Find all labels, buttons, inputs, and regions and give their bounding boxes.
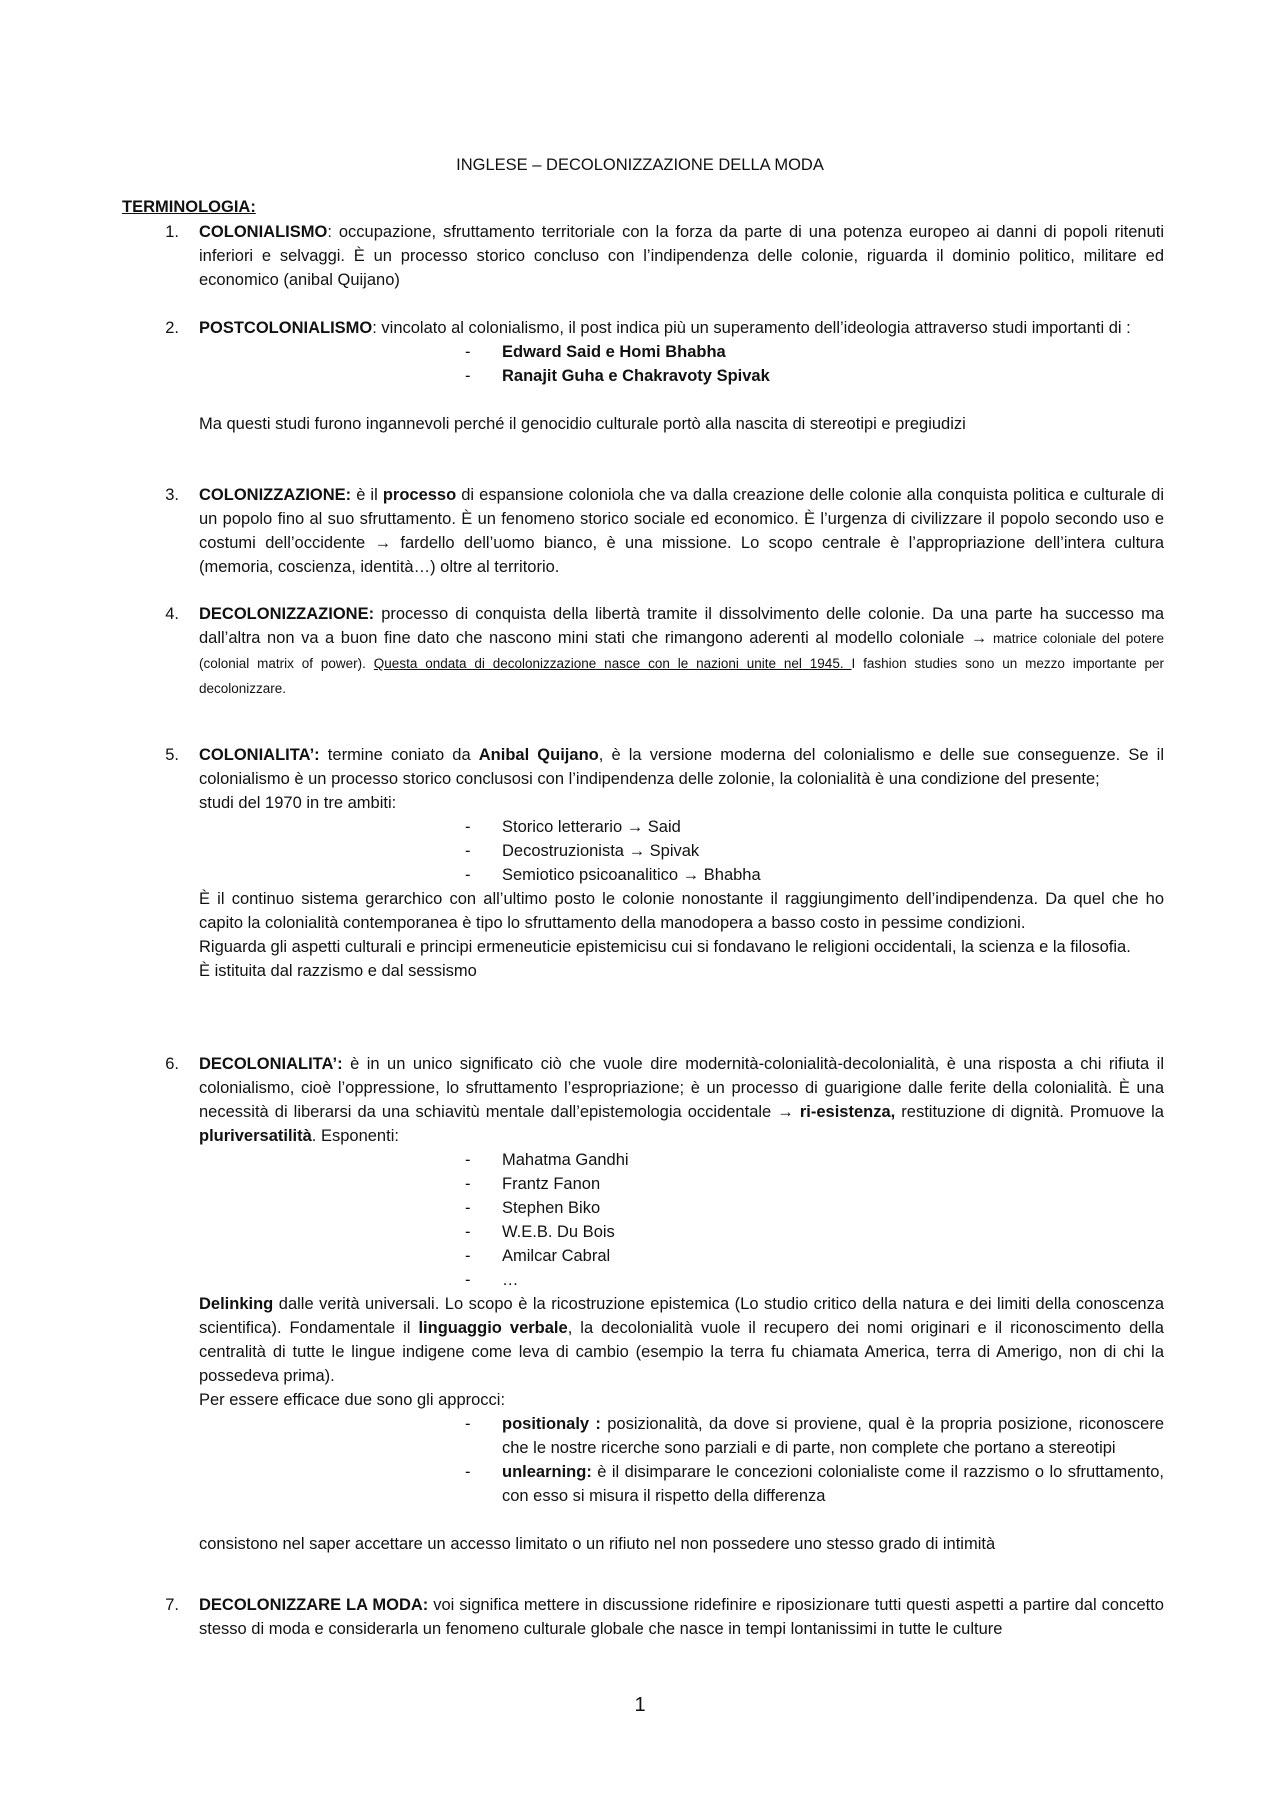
- term-label: COLONIALISMO: [199, 223, 328, 241]
- bullet-item: - Amilcar Cabral: [465, 1247, 611, 1265]
- page-number: 1: [634, 1694, 646, 1716]
- item-number: 5.: [165, 746, 179, 764]
- document-title: INGLESE – DECOLONIZZAZIONE DELLA MODA: [456, 156, 824, 174]
- bullet-item: - …: [465, 1271, 519, 1289]
- bullet-item: - Stephen Biko: [465, 1199, 601, 1217]
- item-note: consistono nel saper accettare un accesso limitato o un rifiuto nel non possedere uno stesso grado di intimità: [199, 1535, 996, 1553]
- bullet-item: - Frantz Fanon: [465, 1175, 601, 1193]
- item-number: 3.: [165, 486, 179, 504]
- item-note: Ma questi studi furono ingannevoli perché il genocidio culturale portò alla nascita di stereotipi e pregiudizi: [199, 415, 966, 433]
- term-label: DECOLONIALITA’:: [199, 1055, 343, 1073]
- arrow-icon: →: [626, 818, 644, 836]
- term-label: DECOLONIZZARE LA MODA:: [199, 1596, 429, 1614]
- term-label: POSTCOLONIALISMO: [199, 319, 373, 337]
- list-item-colonialita: 5. COLONIALITA’: termine coniato da Anibal Quijano, è la versione moderna del colonialismo e delle sue conseguenze. Se il colonialismo è un processo storico conclusosi con l’indipendenza delle zolonie, la colonialità è una condizione del presente; studi del 1970 in tre ambiti: - Storico letterario → Said - Decostruzionista → Spivak - Semiotico psicoanalitico → Bhabha È il continuo sistema gerarchico con all’ultimo posto le colonie nonostante il raggiungimento dell’indipendenza. Da quel che ho capito la colonialità contemporanea è tipo lo sfruttamento della manodopera a basso costo in pessime condizioni. Riguarda gli aspetti culturali e principi ermeneuticie epistemicisu cui si fondavano le religioni occidentali, la scienza e la filosofia. È istituita dal razzismo e dal sessismo: [122, 743, 1164, 983]
- item-number: 1.: [165, 223, 179, 241]
- list-item-decolonizzazione: 4. DECOLONIZZAZIONE: processo di conquista della libertà tramite il dissolvimento delle colonie. Da una parte ha successo ma dall’altra non va a buon fine dato che nascono mini stati che rimangono aderenti al modello coloniale → matrice coloniale del potere (colonial matrix of power). Questa ondata di decolonizzazione nasce con le nazioni unite nel 1945. I fashion studies sono un mezzo importante per decolonizzare.: [122, 602, 1164, 701]
- item-text: : vincolato al colonialismo, il post indica più un superamento dell’ideologia attraverso studi importanti di :: [372, 319, 1131, 337]
- term-label: DECOLONIZZAZIONE:: [199, 605, 375, 623]
- item-number: 2.: [165, 319, 179, 337]
- arrow-icon: →: [682, 866, 700, 884]
- bullet-item: - Ranajit Guha e Chakravoty Spivak: [465, 367, 770, 385]
- bullet-item: - positionaly : posizionalità, da dove si proviene, qual è la propria posizione, riconoscere che le nostre ricerche sono parziali e di parte, non complete che portano a stereotipi: [465, 1415, 1165, 1457]
- bullet-item: - unlearning: è il disimparare le concezioni colonialiste come il razzismo o lo sfruttamento, con esso si misura il rispetto della differenza: [465, 1463, 1164, 1505]
- arrow-icon: →: [628, 842, 646, 860]
- arrow-icon: →: [374, 534, 392, 552]
- item-number: 7.: [165, 1596, 179, 1614]
- bullet-item: - Semiotico psicoanalitico → Bhabha: [465, 866, 761, 884]
- list-item-decolonizzare-la-moda: [122, 1593, 1164, 1641]
- section-heading: TERMINOLOGIA:: [122, 198, 256, 216]
- term-label: COLONIZZAZIONE:: [199, 486, 352, 504]
- item-number: 4.: [165, 605, 179, 623]
- bullet-item: - Edward Said e Homi Bhabha: [465, 343, 726, 361]
- list-item-colonizzazione: 3. COLONIZZAZIONE: è il processo di espansione coloniola che va dalla creazione delle colonie alla conquista politica e culturale di un popolo fino al suo sfruttamento. È un fenomeno storico sociale ed economico. È l’urgenza di civilizzare il popolo secondo uso e costumi dell’occidente → fardello dell’uomo bianco, è una missione. Lo scopo centrale è l’appropriazione dell’intera cultura (memoria, coscienza, identità…) oltre al territorio.: [122, 483, 1164, 579]
- underlined-note: Questa ondata di decolonizzazione nasce con le nazioni unite nel 1945.: [373, 656, 852, 671]
- list-item-decolonialita: 6. DECOLONIALITA’: è in un unico significato ciò che vuole dire modernità-colonialità-decolonialità, è una risposta a chi rifiuta il colonialismo, cioè l’oppressione, lo sfruttamento l’espropriazione; è un processo di guarigione dalle ferite della colonialità. È una necessità di liberarsi da una schiavitù mentale dall’epistemologia occidentale → ri-esistenza, restituzione di dignità. Promuove la pluriversatilità. Esponenti: - Mahatma Gandhi - Frantz Fanon - Stephen Biko - W.E.B. Du Bois - Amilcar Cabral - … Delinking dalle verità universali. Lo scopo è la ricostruzione epistemica (Lo studio critico della natura e dei limiti della conoscenza scientifica). Fondamentale il linguaggio verbale, la decolonialità vuole il recupero dei nomi originari e il riconoscimento della centralità di tutte le lingue indigene come leva di cambio (esempio la terra fu chiamata America, terra di Amerigo, non di chi la possedeva prima). Per essere efficace due sono gli approcci: - positionaly : posizionalità, da dove si proviene, qual è la propria posizione, riconoscere che le nostre ricerche sono parziali e di parte, non complete che portano a stereotipi - unlearning: è il disimparare le concezioni colonialiste come il razzismo o lo sfruttamento, con esso si misura il rispetto della differenza consistono nel saper accettare un accesso limitato o un rifiuto nel non possedere uno stesso grado di intimità: [122, 1052, 1164, 1556]
- term-label: COLONIALITA’:: [199, 746, 320, 764]
- bullet-item: - Decostruzionista → Spivak: [465, 842, 700, 860]
- bullet-item: - W.E.B. Du Bois: [465, 1223, 615, 1241]
- item-number: 6.: [165, 1055, 179, 1073]
- list-item-postcolonialismo: [122, 316, 1164, 436]
- arrow-icon: →: [970, 629, 988, 647]
- item-text: voi significa mettere in discussione ridefinire e riposizionare tutti questi aspetti a partire dal concetto stesso di moda e considerarla un fenomeno culturale globale che nasce in tempi lontanissimi in tutte le culture: [199, 1596, 1164, 1638]
- item-text: : occupazione, sfruttamento territoriale con la forza da parte di una potenza europeo ai danni di popoli ritenuti inferiori e selvaggi. È un processo storico concluso con l’indipendenza delle colonie, riguarda il dominio politico, militare ed economico (anibal Quijano): [199, 223, 1164, 289]
- list-item-colonialismo: [122, 220, 1164, 292]
- bullet-item: - Mahatma Gandhi: [465, 1151, 629, 1169]
- arrow-icon: →: [777, 1103, 794, 1121]
- bullet-item: - Storico letterario → Said: [465, 818, 681, 836]
